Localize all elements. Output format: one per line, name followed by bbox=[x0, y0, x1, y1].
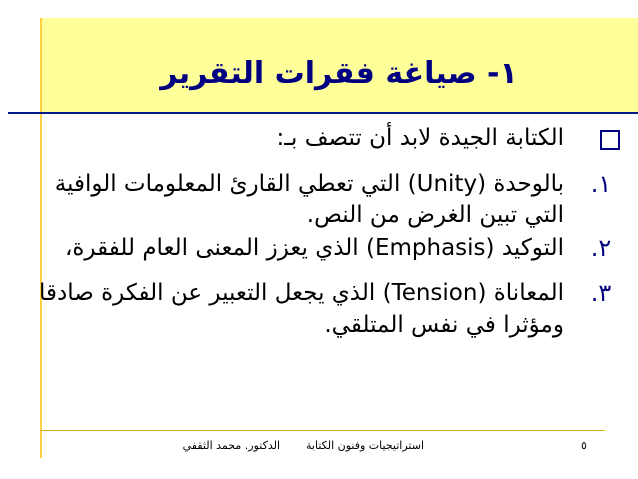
item-3-line-2: ومؤثرا في نفس المتلقي. bbox=[324, 312, 564, 338]
item-3-number: .٣ bbox=[590, 279, 612, 307]
square-bullet-icon bbox=[600, 130, 620, 150]
item-1-line-2: التي تبين الغرض من النص. bbox=[306, 202, 564, 228]
footer-course: استراتيجيات وفنون الكتابة bbox=[306, 439, 424, 452]
item-1-number: .١ bbox=[590, 170, 612, 198]
intro-text: الكتابة الجيدة لابد أن تتصف بـ: bbox=[276, 125, 564, 151]
slide-title: ١- صياغة فقرات التقرير bbox=[160, 56, 518, 91]
title-underline bbox=[8, 112, 638, 114]
footer-divider bbox=[40, 430, 605, 431]
item-3-line-1: المعاناة (Tension) الذي يجعل التعبير عن الفكرة صادقا bbox=[38, 280, 564, 306]
page-number: ٥ bbox=[581, 439, 587, 452]
item-1-line-1: بالوحدة (Unity) التي تعطي القارئ المعلومات الوافية bbox=[54, 171, 564, 197]
footer-author: الدكتور. محمد الثقفي bbox=[182, 439, 280, 452]
item-2-number: .٢ bbox=[590, 234, 612, 262]
item-2-line-1: التوكيد (Emphasis) الذي يعزز المعنى العام للفقرة، bbox=[64, 235, 564, 261]
